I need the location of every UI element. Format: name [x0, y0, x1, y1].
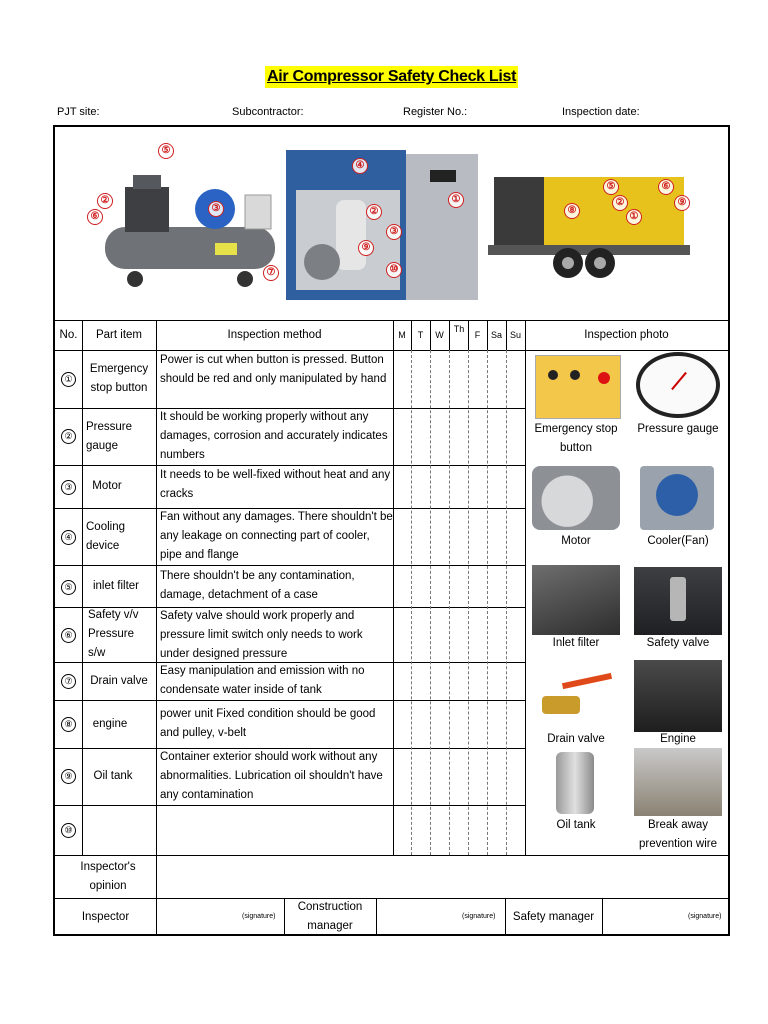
- screw-compressor-image: [286, 150, 478, 300]
- inspector-opinion-label: Inspector's opinion: [80, 860, 136, 892]
- inspection-method: Container exterior should work without any abnormalities. Lubrication oil shouldn't have any contamination: [160, 751, 383, 801]
- badge: ③: [208, 201, 224, 217]
- badge: ②: [97, 193, 113, 209]
- badge: ⑨: [358, 240, 374, 256]
- row-number: ⑨: [61, 769, 76, 784]
- badge: ⑤: [158, 143, 174, 159]
- inspection-date-label: Inspection date:: [562, 106, 640, 118]
- photo-caption: Cooler(Fan): [647, 535, 709, 547]
- row-number: ⑥: [61, 628, 76, 643]
- motor-photo: [532, 466, 620, 530]
- part-item: Drain valve: [90, 674, 148, 687]
- photo-caption: Motor: [561, 535, 591, 547]
- badge: ⑨: [674, 195, 690, 211]
- grid-line: [376, 898, 377, 934]
- piston-compressor-image: [90, 145, 285, 292]
- row-number: ⑤: [61, 580, 76, 595]
- part-item: [82, 805, 156, 855]
- part-item: Cooling device: [86, 520, 125, 552]
- safety-manager-label: Safety manager: [512, 910, 595, 923]
- grid-line: [525, 320, 526, 855]
- badge: ②: [612, 195, 628, 211]
- inspector-opinion-field[interactable]: [157, 856, 727, 897]
- safety-valve-photo: [634, 567, 722, 635]
- badge: ⑩: [386, 262, 402, 278]
- register-no-label: Register No.:: [403, 106, 468, 118]
- part-item: Emergency stop button: [89, 363, 149, 394]
- part-item: engine: [92, 717, 128, 730]
- day-header: M: [398, 330, 406, 340]
- part-item: Pressure gauge: [86, 420, 133, 452]
- badge: ①: [626, 209, 642, 225]
- row-number: ③: [61, 480, 76, 495]
- break-away-wire-photo: [634, 748, 722, 816]
- badge: ⑤: [603, 179, 619, 195]
- day-header: Th: [453, 324, 465, 334]
- inspection-method: Safety valve should work properly and pressure limit switch only needs to work under designed pressure: [160, 610, 363, 660]
- grid-line: [430, 350, 431, 855]
- badge: ②: [366, 204, 382, 220]
- inlet-filter-photo: [532, 565, 620, 635]
- inspection-method: It should be working properly without any damages, corrosion and accurately indicates numbers: [160, 411, 388, 461]
- row-number: ⑩: [61, 823, 76, 838]
- part-item: inlet filter: [92, 579, 140, 592]
- grid-line: [449, 320, 450, 350]
- inspector-label: Inspector: [81, 910, 130, 923]
- badge: ④: [352, 158, 368, 174]
- overview-photos: [55, 127, 728, 320]
- grid-line: [487, 350, 488, 855]
- photo-caption: Engine: [660, 733, 696, 745]
- construction-manager-label: Construction manager: [297, 901, 363, 932]
- badge: ①: [448, 192, 464, 208]
- part-item: Safety v/v Pressure s/w: [88, 609, 139, 659]
- photo-caption: Emergency stop button: [534, 423, 618, 454]
- day-header: T: [417, 330, 424, 340]
- badge: ⑥: [87, 209, 103, 225]
- oil-tank-photo: [556, 752, 594, 814]
- engine-photo: [634, 660, 722, 732]
- col-header-part: Part item: [95, 328, 142, 341]
- day-header: F: [474, 330, 481, 340]
- row-number: ⑦: [61, 674, 76, 689]
- badge: ③: [386, 224, 402, 240]
- part-item: Oil tank: [93, 770, 133, 782]
- inspection-method: power unit Fixed condition should be good and pulley, v-belt: [160, 708, 376, 739]
- pjt-site-label: PJT site:: [57, 106, 100, 118]
- subcontractor-label: Subcontractor:: [232, 106, 304, 118]
- trailer-compressor-image: [488, 167, 690, 282]
- day-header: Sa: [490, 330, 502, 340]
- photo-caption: Drain valve: [547, 733, 605, 745]
- photo-caption: Inlet filter: [552, 637, 600, 649]
- photo-caption: Oil tank: [556, 819, 596, 831]
- day-header: Su: [509, 330, 521, 340]
- badge: ⑧: [564, 203, 580, 219]
- photo-caption: Pressure gauge: [637, 423, 719, 435]
- row-number: ④: [61, 530, 76, 545]
- grid-line: [602, 898, 603, 934]
- grid-line: [393, 320, 394, 855]
- col-header-photo: Inspection photo: [584, 328, 669, 341]
- photo-caption: Break away prevention wire: [639, 819, 717, 850]
- grid-line: [449, 350, 450, 855]
- badge: ⑦: [263, 265, 279, 281]
- grid-line: [468, 350, 469, 855]
- construction-manager-signature-field[interactable]: (signature): [462, 913, 496, 920]
- page-title: Air Compressor Safety Check List: [265, 66, 518, 88]
- col-header-method: Inspection method: [227, 328, 322, 341]
- photo-caption: Safety valve: [646, 637, 710, 649]
- part-item: Motor: [92, 480, 122, 492]
- grid-line: [411, 350, 412, 855]
- day-header: W: [435, 330, 444, 340]
- inspection-method: It needs to be well-fixed without heat and any cracks: [160, 469, 391, 500]
- drain-valve-photo: [536, 672, 616, 722]
- inspection-method: Easy manipulation and emission with no condensate water inside of tank: [160, 665, 365, 696]
- pressure-gauge-photo: [636, 352, 720, 418]
- row-number: ②: [61, 429, 76, 444]
- inspection-method: Fan without any damages. There shouldn't be any leakage on connecting part of cooler, pipe and flange: [160, 511, 393, 561]
- cooler-fan-photo: [640, 466, 714, 530]
- row-number: ⑧: [61, 717, 76, 732]
- inspection-method: There shouldn't be any contamination, damage, detachment of a case: [160, 570, 355, 601]
- col-header-no: No.: [59, 328, 78, 341]
- inspection-method: Power is cut when button is pressed. Button should be red and only manipulated by hand: [160, 354, 387, 385]
- emergency-stop-photo: [535, 355, 621, 419]
- safety-manager-signature-field[interactable]: (signature): [688, 913, 722, 920]
- grid-line: [506, 350, 507, 855]
- badge: ⑥: [658, 179, 674, 195]
- inspector-signature-field[interactable]: (signature): [242, 913, 276, 920]
- row-number: ①: [61, 372, 76, 387]
